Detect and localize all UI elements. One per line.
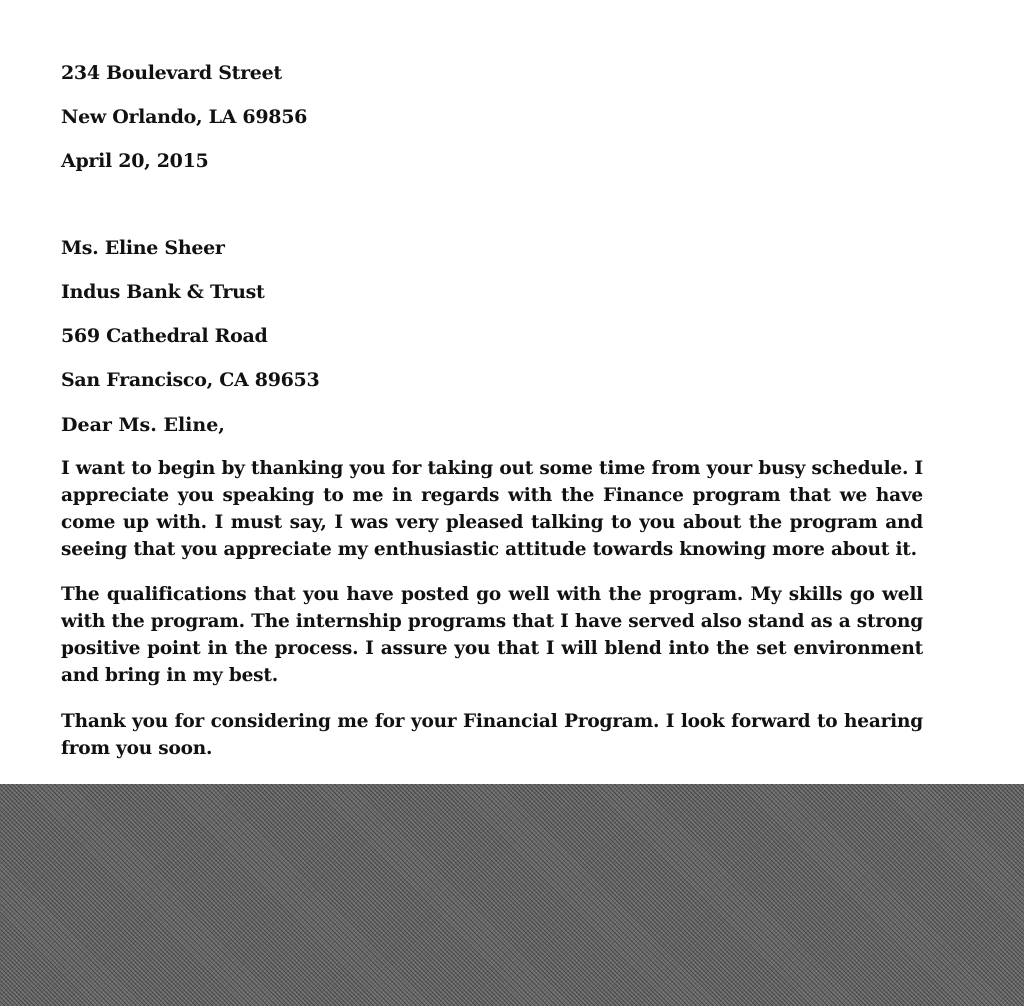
recipient-city-line: San Francisco, CA 89653 [61,369,320,391]
recipient-company: Indus Bank & Trust [61,281,265,303]
obscuring-overlay [0,784,1024,1006]
recipient-address [61,233,319,395]
paragraph-3: Thank you for considering me for your Financial Program. I look forward to hearing from you soon. [61,711,923,759]
letter-date: April 20, 2015 [61,150,209,172]
recipient-street: 569 Cathedral Road [61,325,268,347]
paragraph-2: The qualifications that you have posted go well with the program. My skills go well with the program. The internship programs that I have served also stand as a strong positive point in the process. I assure you that I will blend into the set environment and bring in my best. [61,584,923,686]
recipient-name: Ms. Eline Sheer [61,237,225,259]
sender-city-line: New Orlando, LA 69856 [61,106,308,128]
paragraph-1: I want to begin by thanking you for taking out some time from your busy schedule. I appreciate you speaking to me in regards with the Finance program that we have come up with. I must say, I was very pleased talking to you about the program and seeing that you appreciate my enthusiastic attitude towards knowing more about it. [61,458,923,560]
salutation: Dear Ms. Eline, [61,414,225,436]
sender-address [61,58,307,176]
sender-street: 234 Boulevard Street [61,62,282,84]
